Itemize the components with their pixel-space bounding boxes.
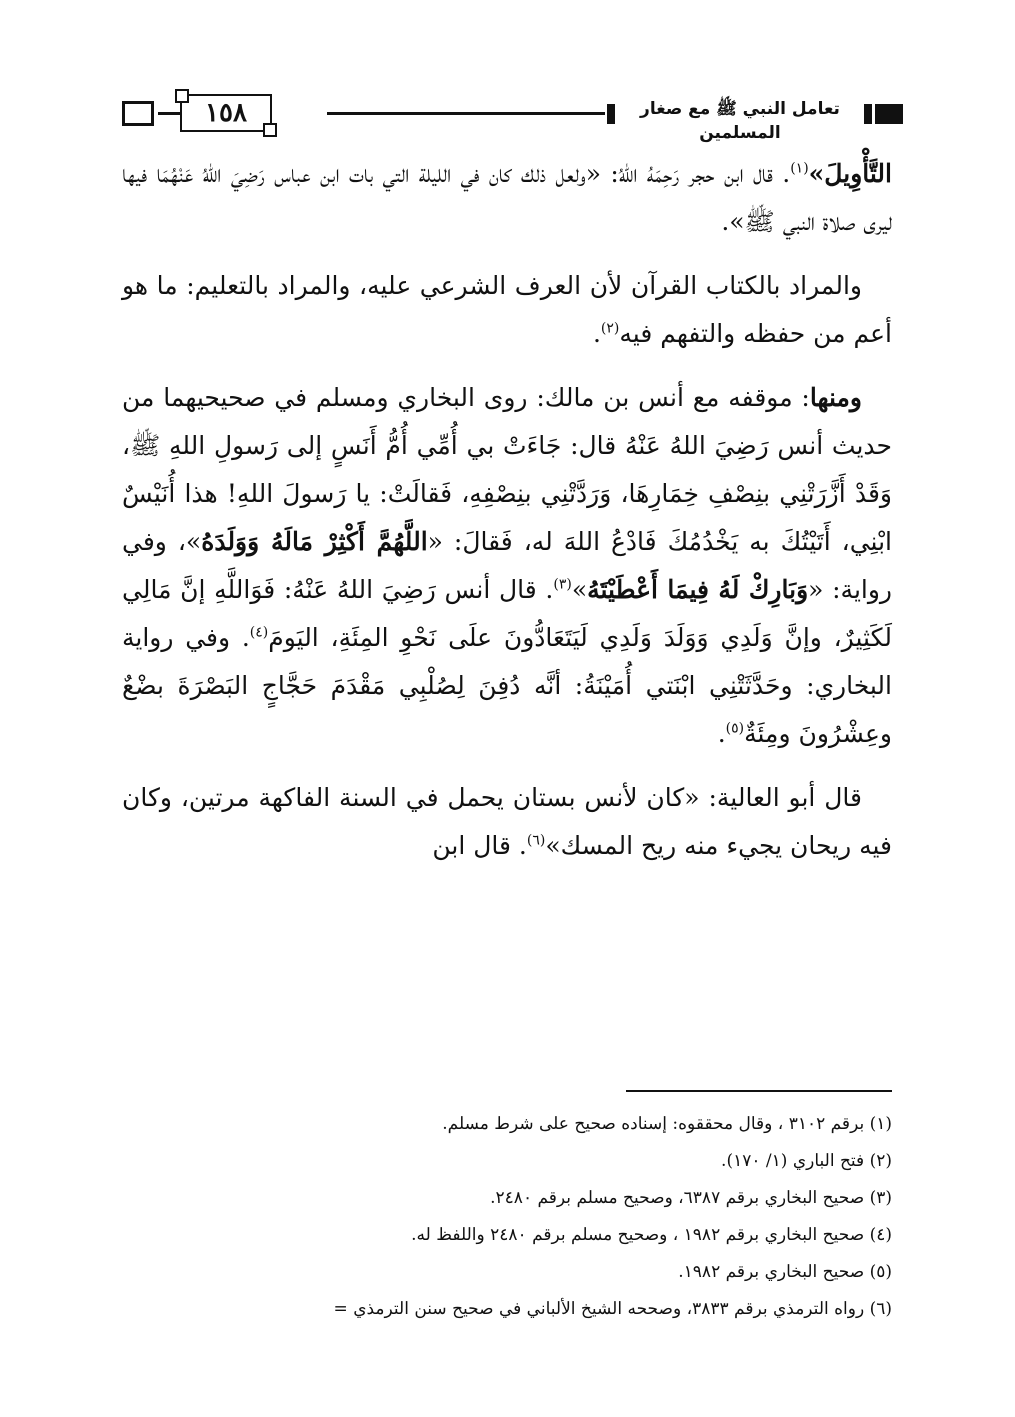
text-run: قال أبو العالية: «كان لأنس بستان يحمل في السنة الفاكهة مرتين، وكان فيه ريحان يجيء منه ريح المسك» [122, 783, 892, 860]
footnote-ref: (٤) [249, 624, 269, 641]
emphasis-text: التَّأْوِيلَ» [808, 159, 892, 188]
footnote-ref: (٦) [526, 832, 546, 849]
text-run: . وفي رواية البخاري: وحَدَّثَتْنِي ابْنَتي أُمَيْنَةُ: أنَّه دُفِنَ لِصُلْبِي مَقْدَمَ حَجَّاجٍ البَصْرَةَ بضْعٌ وعِشْرُونَ ومِئَةٌ [122, 623, 892, 748]
header-ornament-box [122, 101, 154, 126]
text-run: . [717, 719, 726, 748]
text-run: . قال أنس رَضِيَ اللهُ عَنْهُ: فَوَاللَّهِ إنَّ مَالِي لَكَثِيرٌ، وإنَّ وَلَدِي وَوَلَدَ وَلَدِي لَيَتَعَادُّونَ علَى نَحْوِ المِئَةِ، اليَومَ [122, 575, 892, 652]
paragraph [122, 374, 892, 758]
text-run: . قال ابن حجر رَحِمَهُ اللهُ: «ولعل ذلك كان في الليلة التي بات ابن عباس رَضِيَ اللهُ عَنْهُمَا فيها ليرى صلاة النبي ﷺ». [122, 159, 892, 236]
footnote-ref: (١) [790, 160, 809, 177]
footnote-separator [626, 1090, 892, 1092]
footnote: (١) برقم ٣١٠٢ ، وقال محققوه: إسناده صحيح على شرط مسلم. [442, 1114, 892, 1134]
page-number-frame [180, 94, 272, 132]
paragraph [122, 150, 892, 246]
header-bar [864, 104, 872, 124]
text-run: والمراد بالكتاب القرآن لأن العرف الشرعي عليه، والمراد بالتعليم: ما هو أعم من حفظه والتفهم فيه [122, 271, 892, 348]
main-text [122, 150, 892, 886]
header-rule [327, 112, 605, 115]
text-run: »، وفي رواية: « [122, 527, 892, 604]
paragraph [122, 774, 892, 870]
page-number: ١٥٨ [205, 98, 247, 128]
footnote: (٣) صحيح البخاري برقم ٦٣٨٧، وصحيح مسلم برقم ٢٤٨٠. [490, 1188, 892, 1208]
footnote: (٦) رواه الترمذي برقم ٣٨٣٣، وصححه الشيخ الألباني في صحيح سنن الترمذي = [333, 1299, 892, 1319]
header-bar [875, 104, 903, 124]
footnote-ref: (٣) [553, 576, 572, 593]
running-title: تعامل النبي ﷺ مع صغار المسلمين [640, 99, 840, 143]
footnote: (٤) صحيح البخاري برقم ١٩٨٢ ، وصحيح مسلم برقم ٢٤٨٠ واللفظ له. [411, 1225, 892, 1245]
page-header [122, 92, 892, 143]
emphasis-text: وَبَارِكْ لَهُ فِيمَا أَعْطَيْتَهُ [587, 575, 809, 604]
text-run: » [571, 575, 588, 604]
header-bar [607, 104, 615, 124]
footnotes [122, 1106, 892, 1328]
emphasis-text: اللَّهُمَّ أَكْثِرْ مَالَهُ وَوَلَدَهُ [201, 527, 428, 556]
footnote-ref: (٥) [725, 720, 745, 737]
text-run: : موقفه مع أنس بن مالك: روى البخاري ومسلم في صحيحيهما من حديث أنس رَضِيَ اللهُ عَنْهُ قال: جَاءَتْ بي أُمِّي أُمُّ أَنَسٍ إلى رَسولِ اللهِ ﷺ، وَقَدْ أَزَّرَتْنِي بنِصْفِ خِمَارِهَا، وَرَدَّتْنِي بنِصْفِهِ، فَقالَتْ: يا رَسولَ اللهِ! هذا أُنَيْسٌ ابْنِي، أَتَيْتُكَ به يَخْدُمُكَ فَادْعُ اللهَ له، فَقالَ: « [122, 383, 893, 556]
emphasis-text: ومنها [809, 383, 862, 412]
footnote: (٢) فتح الباري (١/ ١٧٠). [721, 1151, 892, 1171]
text-run: . [592, 319, 601, 348]
footnote-ref: (٢) [600, 320, 620, 337]
footnote: (٥) صحيح البخاري برقم ١٩٨٢. [678, 1262, 892, 1282]
text-run: . قال ابن [432, 831, 527, 860]
paragraph [122, 262, 892, 358]
